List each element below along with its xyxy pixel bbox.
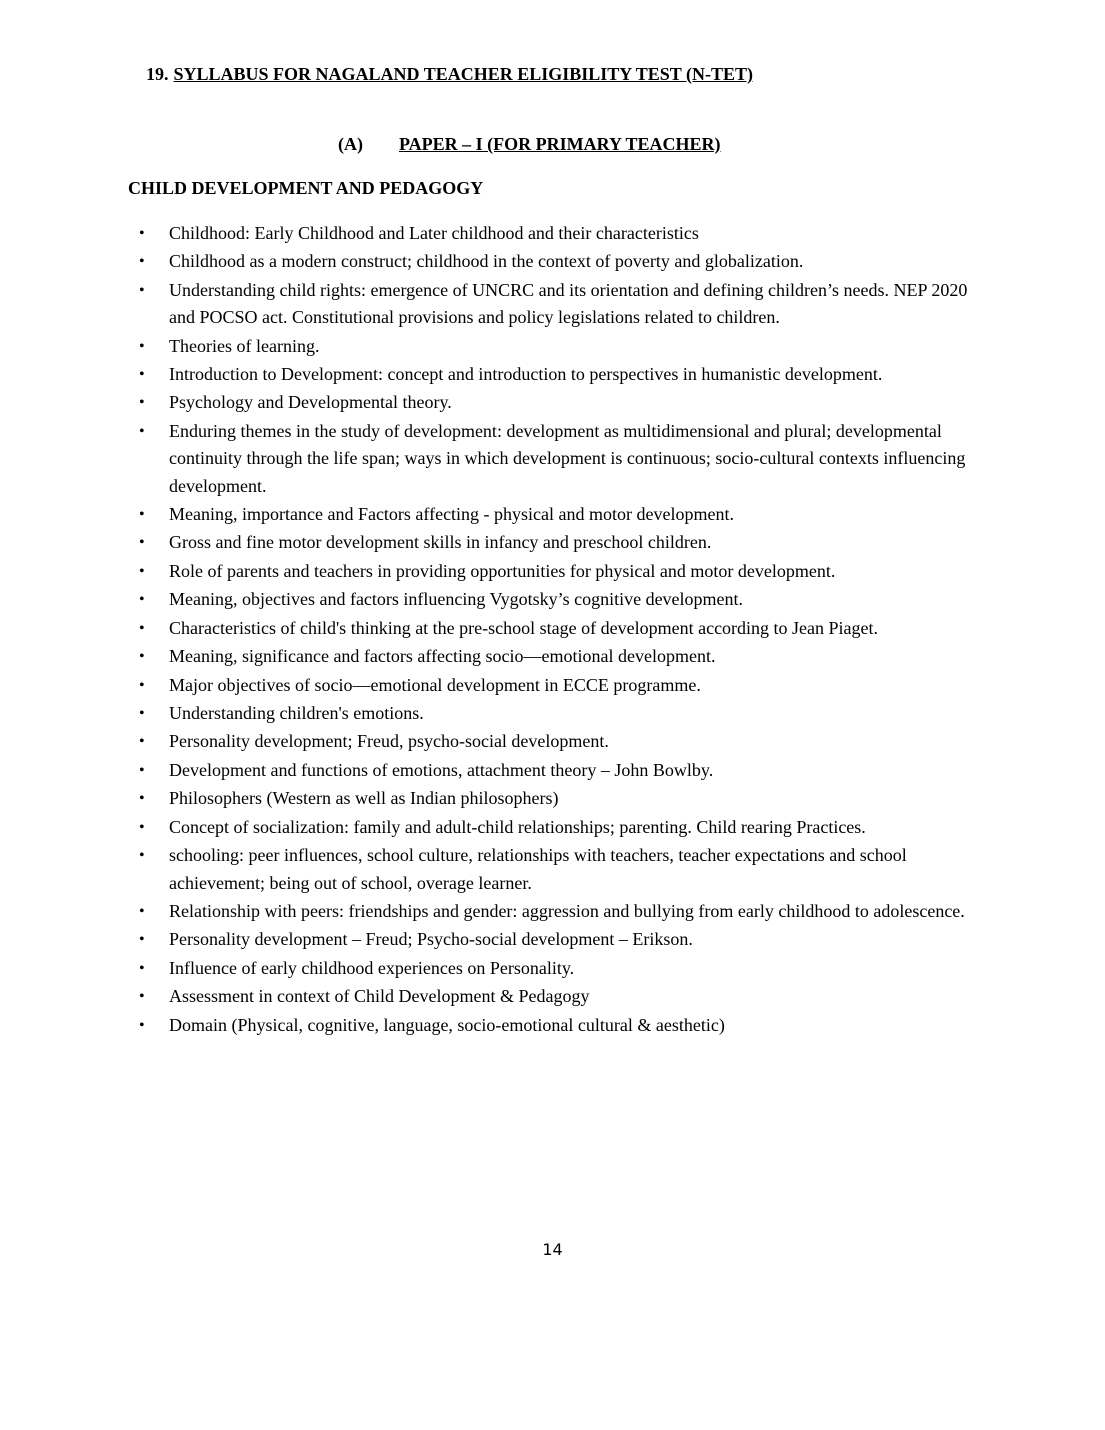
bullet-icon: • (139, 422, 145, 440)
heading-title: SYLLABUS FOR NAGALAND TEACHER ELIGIBILITY TEST (N-TET) (173, 64, 753, 84)
list-item (137, 983, 997, 1010)
bullet-icon: • (139, 988, 145, 1006)
list-item (137, 277, 997, 332)
list-item (137, 220, 997, 247)
list-item (137, 501, 997, 528)
bullet-icon: • (139, 676, 145, 694)
bullet-icon: • (139, 562, 145, 580)
bullet-icon: • (139, 534, 145, 552)
bullet-icon: • (139, 959, 145, 977)
list-item-text: Influence of early childhood experiences on Personality. (169, 957, 575, 978)
list-item-text: Personality development; Freud, psycho-social development. (169, 731, 609, 752)
bullet-icon: • (139, 591, 145, 609)
bullet-icon: • (139, 847, 145, 865)
list-item-text: Enduring themes in the study of development: development as multidimensional and plural; developmental continuity through the life span; ways in which development is continuous; socio-cultural contexts influencing development. (169, 420, 966, 496)
bullet-icon: • (139, 761, 145, 779)
list-item-text: Personality development – Freud; Psycho-social development – Erikson. (169, 929, 693, 950)
bullet-icon: • (139, 705, 145, 723)
list-item (137, 842, 997, 897)
list-item-text: Concept of socialization: family and adult-child relationships; parenting. Child rearing Practices. (169, 816, 866, 837)
bullet-icon: • (139, 337, 145, 355)
list-item (137, 248, 997, 275)
list-item-text: Understanding children's emotions. (169, 703, 424, 724)
bullet-icon: • (139, 818, 145, 836)
paper-label: (A) (338, 134, 363, 154)
bullet-icon: • (139, 1016, 145, 1034)
list-item-text: Assessment in context of Child Development & Pedagogy (169, 986, 590, 1007)
list-item (137, 1012, 997, 1039)
list-item (137, 814, 997, 841)
list-item (137, 558, 997, 585)
list-item-text: Gross and fine motor development skills in infancy and preschool children. (169, 532, 712, 553)
list-item (137, 361, 997, 388)
list-item-text: Domain (Physical, cognitive, language, socio-emotional cultural & aesthetic) (169, 1014, 725, 1035)
list-item (137, 586, 997, 613)
list-item-text: Characteristics of child's thinking at the pre-school stage of development according to Jean Piaget. (169, 617, 879, 638)
bullet-icon: • (139, 394, 145, 412)
list-item (137, 955, 997, 982)
bullet-icon: • (139, 619, 145, 637)
bullet-icon: • (139, 902, 145, 920)
document-heading (146, 64, 753, 85)
list-item (137, 898, 997, 925)
bullet-icon: • (139, 790, 145, 808)
bullet-icon: • (139, 366, 145, 384)
page-number: 14 (542, 1240, 563, 1259)
list-item-text: Development and functions of emotions, attachment theory – John Bowlby. (169, 759, 714, 780)
list-item (137, 418, 997, 500)
list-item (137, 785, 997, 812)
list-item-text: Psychology and Developmental theory. (169, 392, 452, 413)
list-item (137, 615, 997, 642)
list-item (137, 728, 997, 755)
bullet-icon: • (139, 225, 145, 242)
list-item (137, 529, 997, 556)
list-item (137, 672, 997, 699)
list-item-text: Major objectives of socio—emotional development in ECCE programme. (169, 674, 701, 695)
bullet-icon: • (139, 253, 145, 271)
bullet-icon: • (139, 505, 145, 523)
list-item (137, 700, 997, 727)
bullet-icon: • (139, 281, 145, 299)
heading-number: 19. (146, 64, 169, 84)
list-item (137, 643, 997, 670)
list-item-text: Theories of learning. (169, 335, 320, 356)
bullet-icon: • (139, 648, 145, 666)
paper-title: PAPER – I (FOR PRIMARY TEACHER) (399, 134, 721, 154)
list-item (137, 926, 997, 953)
list-item-text: Philosophers (Western as well as Indian philosophers) (169, 788, 559, 809)
list-item-text: Childhood as a modern construct; childhood in the context of poverty and globalization. (169, 251, 804, 272)
list-item (137, 389, 997, 416)
list-item-text: Relationship with peers: friendships and gender: aggression and bullying from early childhood to adolescence. (169, 900, 965, 921)
section-title: CHILD DEVELOPMENT AND PEDAGOGY (128, 178, 484, 198)
list-item-text: Meaning, significance and factors affecting socio—emotional development. (169, 646, 716, 667)
list-item-text: schooling: peer influences, school culture, relationships with teachers, teacher expectations and school achievement; being out of school, overage learner. (169, 845, 907, 893)
list-item (137, 757, 997, 784)
list-item-text: Understanding child rights: emergence of UNCRC and its orientation and defining children’s needs. NEP 2020 and POCSO act. Constitutional provisions and policy legislations related to children. (169, 279, 968, 328)
bullet-icon: • (139, 733, 145, 751)
paper-heading (338, 134, 721, 155)
list-item-text: Childhood: Early Childhood and Later childhood and their characteristics (169, 223, 699, 243)
list-item-text: Introduction to Development: concept and introduction to perspectives in humanistic development. (169, 364, 883, 385)
list-item-text: Meaning, importance and Factors affecting - physical and motor development. (169, 503, 734, 524)
list-item-text: Role of parents and teachers in providing opportunities for physical and motor development. (169, 560, 836, 581)
bullet-icon: • (139, 931, 145, 949)
syllabus-bullet-list (137, 220, 997, 1040)
list-item (137, 333, 997, 360)
list-item-text: Meaning, objectives and factors influencing Vygotsky’s cognitive development. (169, 589, 744, 610)
